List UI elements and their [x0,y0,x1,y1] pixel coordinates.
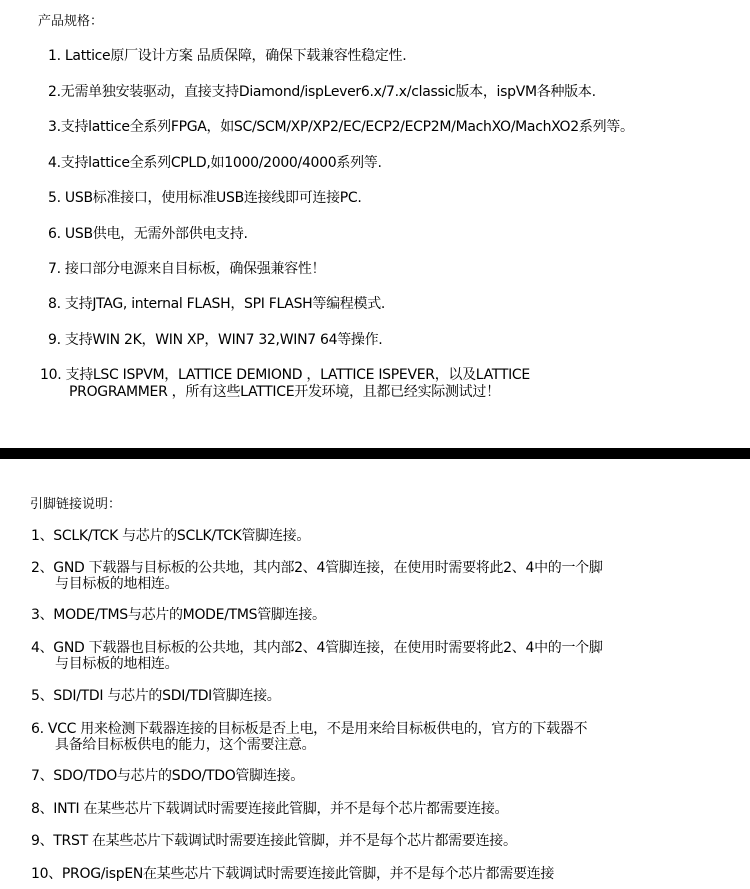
pin-item-text: 8、INTI 在某些芯片下载调试时需要连接此管脚，并不是每个芯片都需要连接。 [31,801,509,817]
spec-item-number: 8. [48,296,61,312]
pin-item-text: 7、SDO/TDO与芯片的SDO/TDO管脚连接。 [31,768,304,784]
spec-item-6 [48,226,248,243]
spec-item-text: 接口部分电源来自目标板，确保强兼容性！ [60,261,326,277]
pin-item-8 [31,801,508,817]
spec-item-text: USB供电，无需外部供电支持. [60,226,248,242]
pin-item-text-continuation: 具备给目标板供电的能力，这个需要注意。 [55,737,316,753]
pin-item-text: 4、GND 下载器也目标板的公共地，其内部2、4管脚连接，在使用时需要将此2、4中的一个脚 [31,640,603,656]
pin-item-9 [31,833,517,849]
pin-item-5 [31,688,281,704]
pin-item-text: 3、MODE/TMS与芯片的MODE/TMS管脚连接。 [31,607,326,623]
spec-item-4 [48,155,382,172]
spec-item-text: 支持WIN 2K，WIN XP，WIN7 32,WIN7 64等操作. [60,332,383,348]
spec-item-number: 3. [48,119,61,135]
spec-item-9 [48,332,382,349]
spec-item-1 [48,48,406,65]
spec-item-text: 支持lattice全系列CPLD,如1000/2000/4000系列等. [60,155,382,171]
spec-item-number: 7. [48,261,61,277]
spec-item-2 [48,84,596,101]
pin-item-text: 10、PROG/ispEN在某些芯片下载调试时需要连接此管脚，并不是每个芯片都需要连接 [31,866,555,882]
spec-item-text: 支持JTAG, internal FLASH，SPI FLASH等编程模式. [60,296,386,312]
pin-item-text: 6. VCC 用来检测下载器连接的目标板是否上电，不是用来给目标板供电的，官方的下载器不 [31,721,588,737]
spec-item-8 [48,296,385,313]
spec-item-number: 2. [48,84,61,100]
pin-item-text-continuation: 与目标板的地相连。 [55,576,179,592]
spec-item-3 [48,119,634,136]
pin-item-text-continuation: 与目标板的地相连。 [55,656,179,672]
spec-item-number: 9. [48,332,61,348]
spec-item-number: 6. [48,226,61,242]
spec-item-text: Lattice原厂设计方案 品质保障，确保下载兼容性稳定性. [60,48,407,64]
specs-title: 产品规格： [38,14,104,29]
pin-item-10 [31,866,554,882]
pin-item-text: 9、TRST 在某些芯片下载调试时需要连接此管脚，并不是每个芯片都需要连接。 [31,833,517,849]
spec-item-text: 无需单独安装驱动，直接支持Diamond/ispLever6.x/7.x/classic版本，ispVM各种版本. [60,84,596,100]
spec-item-number: 10. [40,367,62,383]
pin-item-4 [31,640,603,672]
spec-item-text: 支持LSC ISPVM，LATTICE DEMIOND ，LATTICE ISPEVER，以及LATTICE [61,367,530,383]
spec-item-number: 5. [48,190,61,206]
pin-item-2 [31,560,603,592]
spec-item-number: 4. [48,155,61,171]
spec-item-text: USB标准接口，使用标准USB连接线即可连接PC. [60,190,362,206]
pin-item-1 [31,528,310,544]
spec-item-10 [40,367,530,401]
spec-item-text: 支持lattice全系列FPGA，如SC/SCM/XP/XP2/EC/ECP2/ECP2M/MachXO/MachXO2系列等。 [60,119,634,135]
pin-item-text: 1、SCLK/TCK 与芯片的SCLK/TCK管脚连接。 [31,528,311,544]
pin-item-text: 2、GND 下载器与目标板的公共地，其内部2、4管脚连接，在使用时需要将此2、4中的一个脚 [31,560,603,576]
pin-item-7 [31,768,304,784]
spec-item-5 [48,190,362,207]
section-divider [0,448,750,459]
pins-title: 引脚链接说明： [30,497,122,512]
spec-item-number: 1. [48,48,61,64]
pin-item-6 [31,721,587,753]
pin-item-3 [31,607,326,623]
spec-item-text-continuation: PROGRAMMER ，所有这些LATTICE开发环境，且都已经实际测试过！ [69,384,500,400]
spec-item-7 [48,261,325,278]
pin-item-text: 5、SDI/TDI 与芯片的SDI/TDI管脚连接。 [31,688,281,704]
